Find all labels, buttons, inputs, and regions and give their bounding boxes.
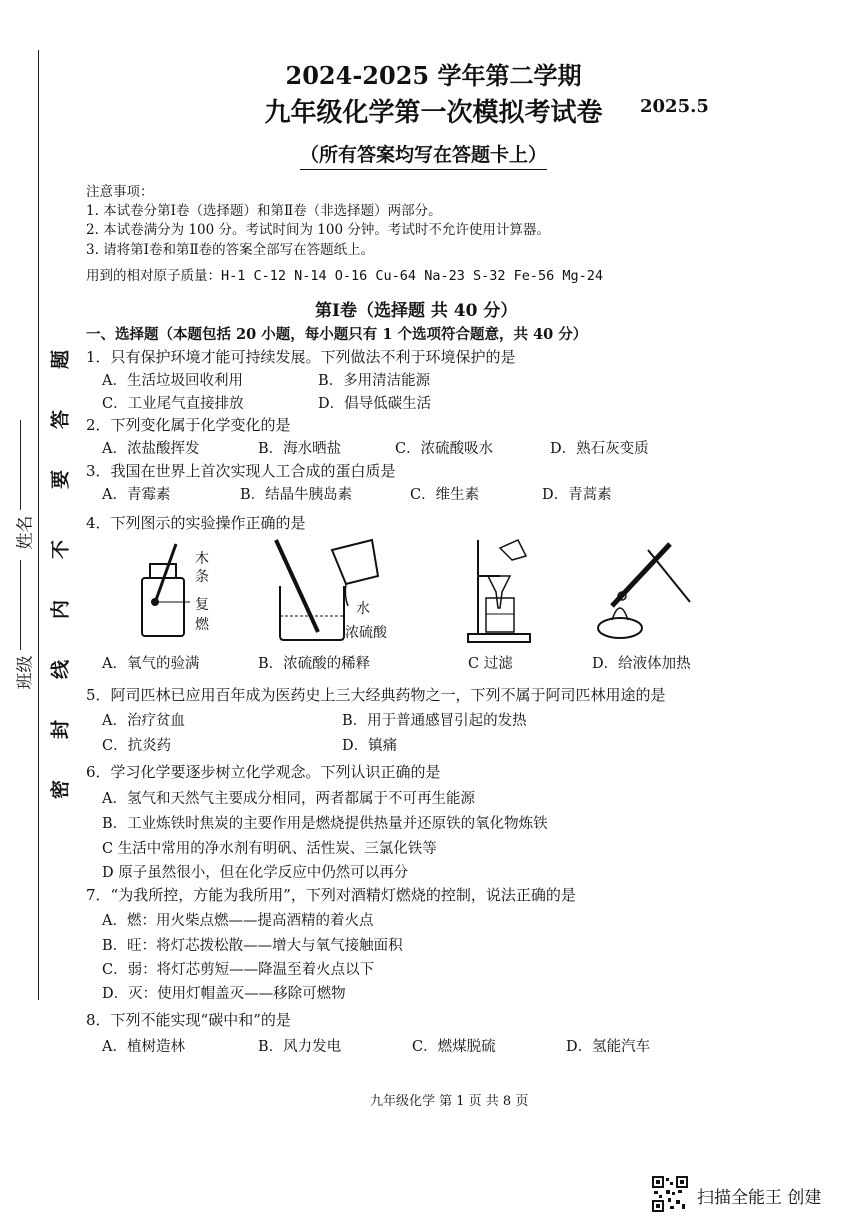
seal-char-5: 不	[49, 540, 72, 560]
figure-a-label-relight1: 复	[195, 597, 209, 613]
figure-a-label-strip: 条	[195, 569, 209, 585]
seal-char-1: 密	[49, 780, 72, 800]
q6-option-c: C 生活中常用的净水剂有明矾、活性炭、三氯化铁等	[102, 841, 437, 857]
figure-filtration	[460, 536, 540, 646]
q3-option-d: D．青蒿素	[542, 487, 612, 503]
q4-option-a: A．氧气的验满	[102, 656, 200, 672]
seal-char-6: 要	[49, 470, 72, 490]
q3-option-b: B．结晶牛胰岛素	[240, 487, 353, 503]
q2-option-d: D．熟石灰变质	[550, 441, 649, 457]
class-blank	[20, 560, 21, 650]
notice-item: 2. 本试卷满分为 100 分。考试时间为 100 分钟。考试时不允许使用计算器。	[86, 222, 550, 238]
question-4-stem: 4．下列图示的实验操作正确的是	[86, 514, 306, 532]
q1-option-b: B．多用清洁能源	[318, 373, 431, 389]
q8-option-d: D．氢能汽车	[566, 1039, 651, 1055]
q6-option-b: B．工业炼铁时焦炭的主要作用是燃烧提供热量并还原铁的氧化物炼铁	[102, 816, 548, 832]
class-label: 班级	[15, 655, 36, 690]
binding-line	[38, 50, 39, 1000]
seal-char-4: 内	[49, 600, 72, 620]
q4-option-d: D．给液体加热	[592, 656, 691, 672]
atomic-masses: 用到的相对原子质量：H-1 C-12 N-14 O-16 Cu-64 Na-23 S-32 Fe-56 Mg-24	[86, 268, 604, 284]
seal-char-3: 线	[49, 660, 72, 680]
q5-option-c: C．抗炎药	[102, 738, 172, 754]
section-title: 第Ⅰ卷（选择题 共 40 分）	[315, 301, 518, 321]
name-blank	[20, 420, 21, 510]
q8-option-a: A．植树造林	[102, 1039, 185, 1055]
figure-b-label-acid: 浓硫酸	[345, 625, 387, 641]
q5-option-a: A．治疗贫血	[102, 713, 185, 729]
exam-subtitle: （所有答案均写在答题卡上）	[300, 140, 547, 170]
q5-option-d: D．镇痛	[342, 738, 398, 754]
q5-option-b: B．用于普通感冒引起的发热	[342, 713, 527, 729]
figure-liquid-heating	[592, 536, 702, 646]
q8-option-b: B．风力发电	[258, 1039, 342, 1055]
q3-option-a: A．青霉素	[102, 487, 171, 503]
page-footer: 九年级化学 第 1 页 共 8 页	[370, 1094, 529, 1109]
name-label: 姓名	[15, 515, 36, 550]
q1-option-a: A．生活垃圾回收利用	[102, 373, 243, 389]
q1-option-d: D．倡导低碳生活	[318, 396, 432, 412]
notice-heading: 注意事项：	[86, 184, 154, 200]
q6-option-a: A．氢气和天然气主要成分相同，两者都属于不可再生能源	[102, 791, 475, 807]
question-2-stem: 2．下列变化属于化学变化的是	[86, 416, 291, 434]
q2-option-a: A．浓盐酸挥发	[102, 441, 200, 457]
exam-title-year: 2024-2025 学年第二学期	[285, 61, 582, 90]
notice-item: 3. 请将第Ⅰ卷和第Ⅱ卷的答案全部写在答题纸上。	[86, 242, 375, 258]
q2-option-b: B．海水晒盐	[258, 441, 342, 457]
q7-option-b: B．旺：将灯芯拨松散——增大与氧气接触面积	[102, 938, 403, 954]
question-3-stem: 3．我国在世界上首次实现人工合成的蛋白质是	[86, 462, 396, 480]
q3-option-c: C．维生素	[410, 487, 480, 503]
qr-code-icon	[652, 1176, 688, 1212]
q4-option-b: B．浓硫酸的稀释	[258, 656, 371, 672]
section-instruction: 一、选择题（本题包括 20 小题，每小题只有 1 个选项符合题意，共 40 分）	[86, 326, 588, 343]
q4-option-c: C 过滤	[468, 656, 513, 672]
q7-option-d: D．灭：使用灯帽盖灭——移除可燃物	[102, 986, 346, 1002]
q7-option-a: A．燃：用火柴点燃——提高酒精的着火点	[102, 913, 374, 929]
figure-a-label-relight2: 燃	[195, 617, 209, 633]
q6-option-d: D 原子虽然很小，但在化学反应中仍然可以再分	[102, 865, 409, 881]
seal-char-7: 答	[49, 410, 72, 430]
figure-b-label-water: 水	[356, 601, 370, 617]
question-7-stem: 7．“为我所控，方能为我所用”，下列对酒精灯燃烧的控制，说法正确的是	[86, 886, 576, 904]
question-1-stem: 1．只有保护环境才能可持续发展。下列做法不利于环境保护的是	[86, 348, 516, 366]
question-5-stem: 5．阿司匹林已应用百年成为医药史上三大经典药物之一，下列不属于阿司匹林用途的是	[86, 686, 666, 704]
question-6-stem: 6．学习化学要逐步树立化学观念。下列认识正确的是	[86, 763, 441, 781]
figure-oxygen-test	[130, 540, 225, 650]
seal-char-2: 封	[49, 720, 72, 740]
exam-title: 九年级化学第一次模拟考试卷	[264, 98, 603, 128]
q8-option-c: C．燃煤脱硫	[412, 1039, 496, 1055]
question-8-stem: 8．下列不能实现“碳中和”的是	[86, 1011, 291, 1029]
watermark-text: 扫描全能王 创建	[697, 1188, 822, 1208]
seal-char-8: 题	[49, 350, 72, 370]
q2-option-c: C．浓硫酸吸水	[395, 441, 494, 457]
exam-date: 2025.5	[640, 96, 709, 117]
figure-a-label-wood: 木	[195, 551, 209, 567]
q1-option-c: C．工业尾气直接排放	[102, 396, 244, 412]
notice-item: 1. 本试卷分第Ⅰ卷（选择题）和第Ⅱ卷（非选择题）两部分。	[86, 203, 442, 219]
q7-option-c: C．弱：将灯芯剪短——降温至着火点以下	[102, 962, 375, 978]
